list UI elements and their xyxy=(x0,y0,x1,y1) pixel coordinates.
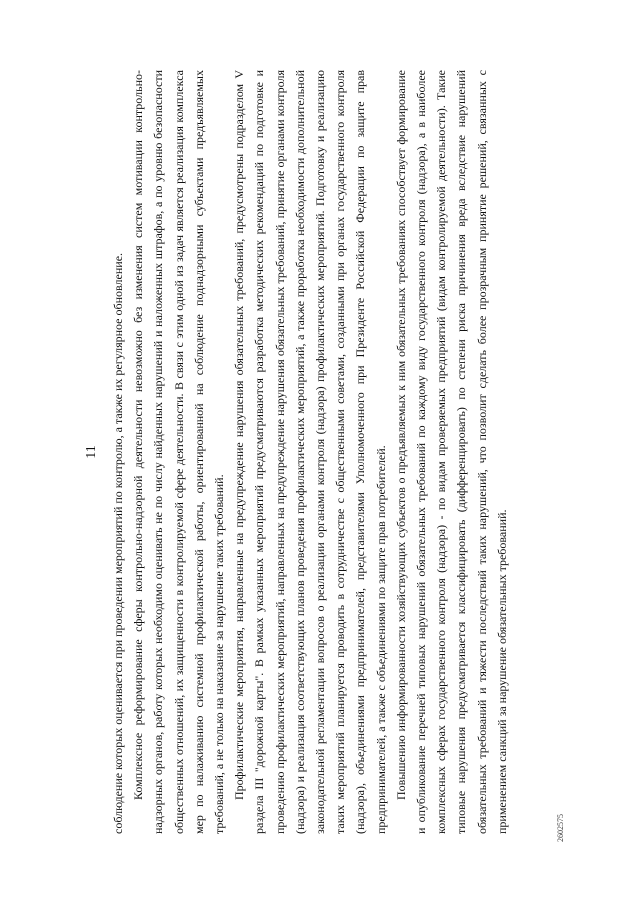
paragraph: Комплексное реформирование сферы контрольно-надзорной деятельности невозможно без изменения систем мотивации контрольно-надзорных органов, работу которых необходимо оценивать не по числу найденных нарушений и наложенных штрафов, а по уровню безопасности общественных отношений, их защищенности в контролируемой сфере деятельности. В связи с этим одной из задач является реализация комплекса мер по налаживанию системной профилактической работы, ориентированной на соблюдение поднадзорными субъектами предъявляемых требований, а не только на наказание за нарушение таких требований. xyxy=(131,70,227,834)
rotated-page-content xyxy=(80,62,565,842)
body-text xyxy=(108,70,512,834)
page-number: 11 xyxy=(84,445,99,459)
paragraph: Профилактические мероприятия, направленные на предупреждение нарушения обязательных требований, предусмотрены подразделом V раздела III "дорожной карты". В рамках указанных мероприятий предусматриваются разработка методических рекомендаций по подготовке и проведению профилактических мероприятий, направленных на предупреждение нарушения обязательных требований, принятие органами контроля (надзора) и реализация соответствующих планов проведения профилактических мероприятий, а также проработка необходимости дополнительной законодательной регламентации вопросов о реализации органами контроля (надзора) профилактических мероприятий. Подготовку и реализацию таких мероприятий планируется проводить в сотрудничестве с общественными советами, созданными при органах государственного контроля (надзора), объединениями предпринимателей, представителями Уполномоченного при Президенте Российской Федерации по защите прав предпринимателей, а также с объединениями по защите прав потребителей. xyxy=(232,70,388,834)
document-id: 2602575 xyxy=(556,814,565,842)
paragraph: Повышению информированности хозяйствующих субъектов о предъявляемых к ним обязательных требованиях способствует формирование и опубликование перечней типовых нарушений обязательных требований по каждому виду государственного контроля (надзора), а в наиболее комплексных сферах государственного контроля (надзора) - по видам проверяемых предприятий (видам контролируемой деятельности). Такие типовые нарушения предусматривается классифицировать (дифференцировать) по степени риска причинения вреда вследствие нарушений обязательных требований и тяжести последствий таких нарушений, что позволит сделать более прозрачным принятие решений, связанных с применением санкций за нарушение обязательных требований. xyxy=(393,70,509,834)
paragraph: соблюдение которых оценивается при проведении мероприятий по контролю, а также их регулярное обновление. xyxy=(111,252,125,834)
